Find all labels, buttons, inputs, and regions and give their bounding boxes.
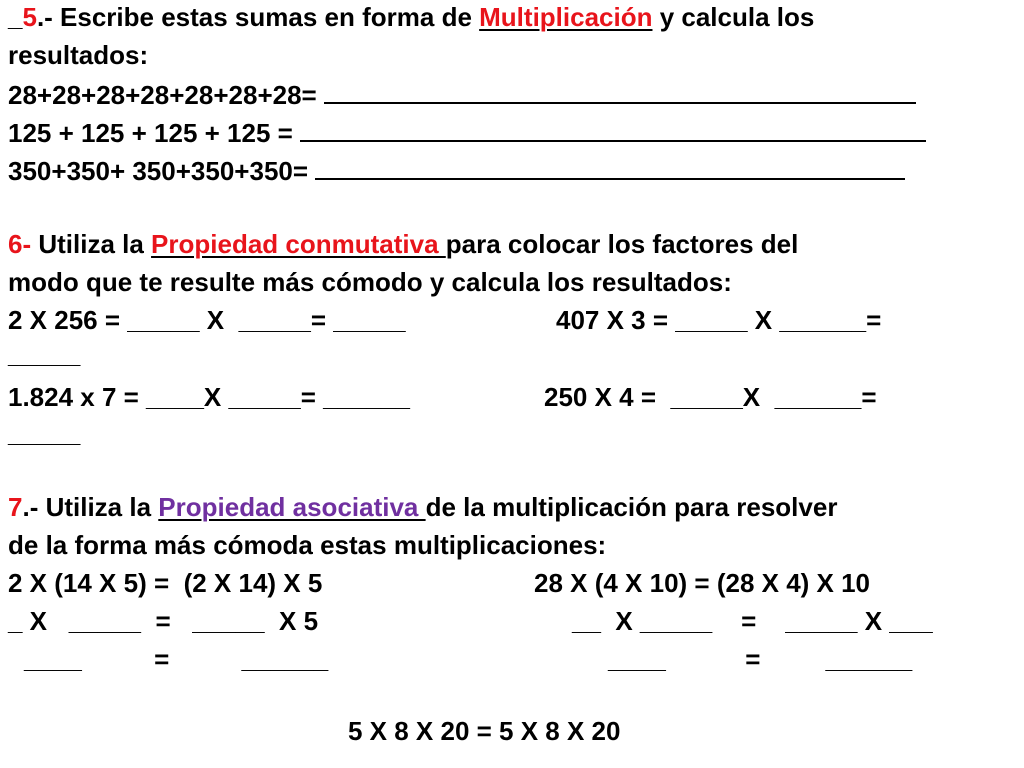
exercise-7a-result: ____ = ______ [24, 644, 329, 674]
section-5-text-pre: .- Escribe estas sumas en forma de [36, 2, 480, 32]
keyword-propiedad-asociativa: Propiedad asociativa [158, 492, 426, 522]
answer-blank-2 [300, 118, 926, 142]
keyword-multiplicacion: Multiplicación [479, 2, 653, 32]
exercise-6b: 407 X 3 = _____ X ______= [556, 305, 882, 335]
sum-row-1 [8, 80, 916, 110]
section-5-heading [8, 2, 814, 32]
section-7-line2: de la forma más cómoda estas multiplicaciones: [8, 530, 607, 560]
exercise-7a: 2 X (14 X 5) = (2 X 14) X 5 [8, 568, 323, 598]
sum-expression-3: 350+350+ 350+350+350= [8, 156, 316, 186]
exercise-6c: 1.824 x 7 = ____X _____= ______ [8, 382, 410, 412]
exercise-6b-result: _____ [8, 339, 81, 369]
exercise-6d: 250 X 4 = _____X ______= [544, 382, 877, 412]
section-7-number: 7 [8, 492, 23, 522]
sum-row-3 [8, 156, 905, 186]
sum-expression-1: 28+28+28+28+28+28+28= [8, 80, 324, 110]
section-7-text-post: de la multiplicación para resolver [425, 492, 838, 522]
keyword-propiedad-conmutativa: Propiedad conmutativa [151, 229, 446, 259]
sum-row-2 [8, 118, 926, 148]
section-5-text-post: y calcula los [652, 2, 815, 32]
section-5-number: 5 [22, 2, 37, 32]
exercise-7b-result: ____ = ______ [608, 644, 913, 674]
section-6-heading [8, 229, 798, 259]
exercise-7c: 5 X 8 X 20 = 5 X 8 X 20 [348, 716, 621, 746]
section-5-line2: resultados: [8, 40, 149, 70]
section-6-line2: modo que te resulte más cómodo y calcula los resultados: [8, 267, 732, 297]
section-6-text-pre: Utiliza la [31, 229, 152, 259]
section-7-text-pre: .- Utiliza la [22, 492, 159, 522]
answer-blank-1 [324, 80, 916, 104]
exercise-6a: 2 X 256 = _____ X _____= _____ [8, 305, 406, 335]
sum-expression-2: 125 + 125 + 125 + 125 = [8, 118, 301, 148]
section-7-heading [8, 492, 837, 522]
exercise-6d-result: _____ [8, 418, 81, 448]
dash-mark: _ [8, 2, 23, 32]
section-6-number: 6- [8, 229, 32, 259]
exercise-7b-step: __ X _____ = _____ X ___ [572, 606, 933, 636]
answer-blank-3 [315, 156, 905, 180]
section-6-text-post: para colocar los factores del [445, 229, 799, 259]
exercise-7b: 28 X (4 X 10) = (28 X 4) X 10 [534, 568, 871, 598]
exercise-7a-step: _ X _____ = _____ X 5 [8, 606, 319, 636]
